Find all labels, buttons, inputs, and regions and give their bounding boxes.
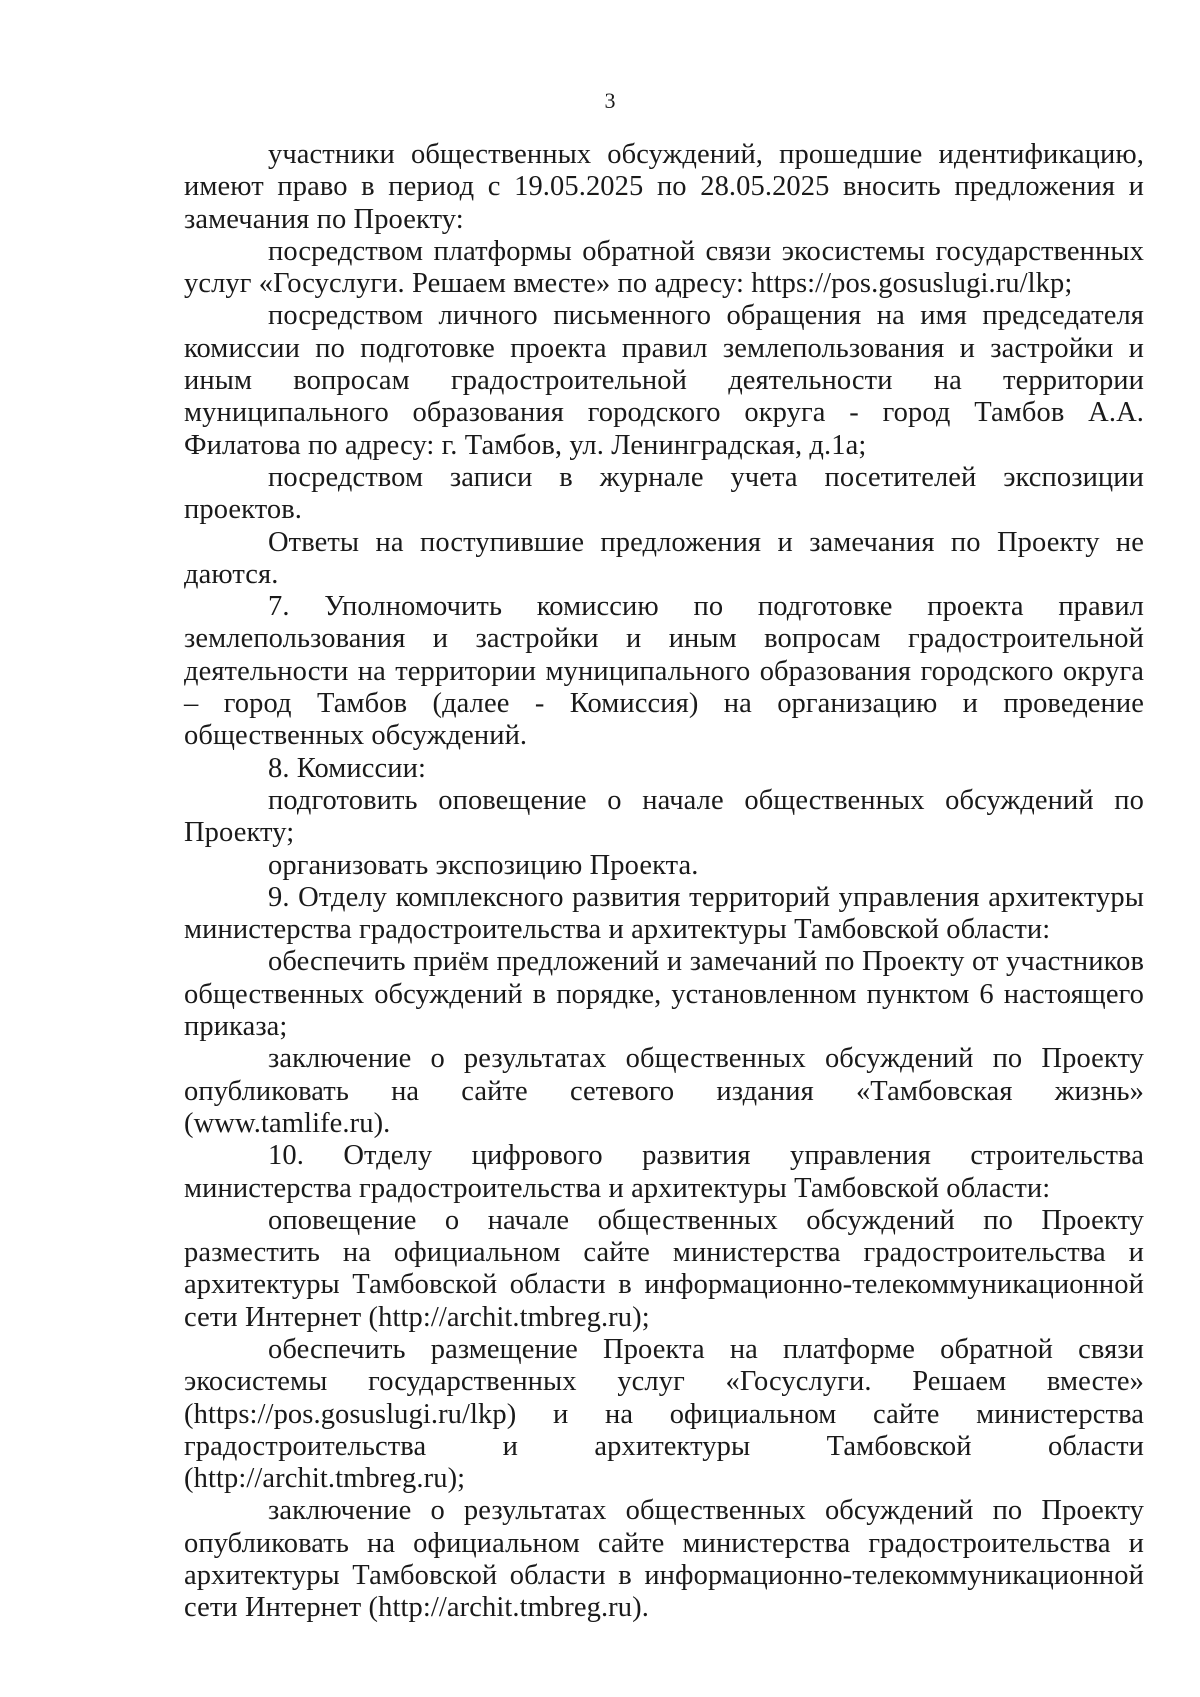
item-9-territory-department: 9. Отделу комплексного развития территорий управления архитектуры министерства градостроительства и архитектуры Тамбовской области: xyxy=(184,881,1144,946)
paragraph-place-project: обеспечить размещение Проекта на платформе обратной связи экосистемы государственных услуг «Госуслуги. Решаем вместе» (https://pos.gosuslugi.ru/lkp) и на официальном сайте министерства градостроительства и архитектуры Тамбовской области (http://archit.tmbreg.ru); xyxy=(184,1333,1144,1495)
paragraph-no-answers: Ответы на поступившие предложения и замечания по Проекту не даются. xyxy=(184,526,1144,590)
paragraph-receive-proposals: обеспечить приём предложений и замечаний по Проекту от участников общественных обсуждений в порядке, установленном пунктом 6 настоящего приказа; xyxy=(184,946,1144,1043)
paragraph-publish-conclusion-site: заключение о результатах общественных обсуждений по Проекту опубликовать на официальном сайте министерства градостроительства и архитектуры Тамбовской области в информационно-телекоммуникационной сети Интернет (http://archit.tmbreg.ru). xyxy=(184,1495,1144,1624)
paragraph-publish-notice-site: оповещение о начале общественных обсуждений по Проекту разместить на официальном сайте министерства градостроительства и архитектуры Тамбовской области в информационно-телекоммуникационной сети Интернет (http://archit.tmbreg.ru); xyxy=(184,1204,1144,1333)
paragraph-organize-exposition: организовать экспозицию Проекта. xyxy=(268,849,699,881)
paragraph-visitor-journal: посредством записи в журнале учета посетителей экспозиции проектов. xyxy=(184,461,1144,526)
page-number: 3 xyxy=(604,88,616,113)
paragraph-publish-tamlife: заключение о результатах общественных обсуждений по Проекту опубликовать на сайте сетевого издания «Тамбовская жизнь» (www.tamlife.ru). xyxy=(184,1043,1144,1139)
paragraph-prepare-notice: подготовить оповещение о начале общественных обсуждений по Проекту; xyxy=(184,784,1144,849)
item-10-digital-department: 10. Отделу цифрового развития управления строительства министерства градостроительства и архитектуры Тамбовской области: xyxy=(184,1140,1144,1204)
item-8-commission: 8. Комиссии: xyxy=(268,752,427,784)
item-7-commission-authority: 7. Уполномочить комиссию по подготовке проекта правил землепользования и застройки и иным вопросам градостроительной деятельности на территории муниципального образования городского округа – город Тамбов (далее - Комиссия) на организацию и проведение общественных обсуждений. xyxy=(184,591,1144,752)
paragraph-gosuslugi-platform: посредством платформы обратной связи экосистемы государственных услуг «Госуслуги. Решаем вместе» по адресу: https://pos.gosuslugi.ru/lkp; xyxy=(184,235,1144,300)
paragraph-participants-rights: участники общественных обсуждений, прошедшие идентификацию, имеют право в период с 19.05.2025 по 28.05.2025 вносить предложения и замечания по Проекту: xyxy=(184,139,1144,235)
document-body xyxy=(184,139,1144,1625)
paragraph-written-appeal: посредством личного письменного обращения на имя председателя комиссии по подготовке проекта правил землепользования и застройки и иным вопросам градостроительной деятельности на территории муниципального образования городского округа - город Тамбов А.А. Филатова по адресу: г. Тамбов, ул. Ленинградская, д.1а; xyxy=(184,300,1144,461)
